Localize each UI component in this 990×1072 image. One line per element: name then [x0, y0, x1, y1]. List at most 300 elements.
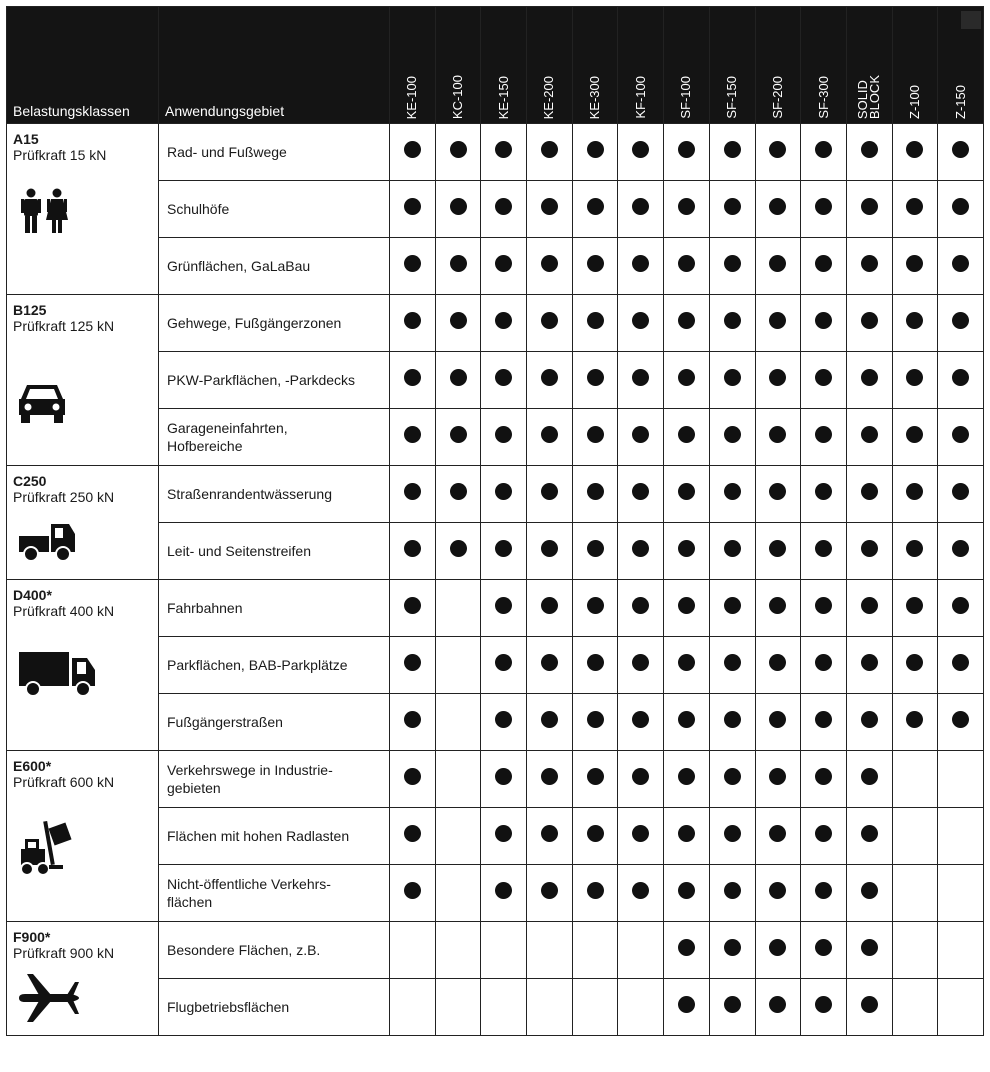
suitability-cell — [846, 466, 892, 523]
suitable-dot — [450, 255, 467, 272]
suitability-cell — [846, 295, 892, 352]
suitable-dot — [678, 483, 695, 500]
suitability-cell — [390, 409, 436, 466]
suitability-cell — [892, 181, 938, 238]
suitable-dot — [678, 711, 695, 728]
load-class-cell — [7, 580, 159, 751]
suitability-cell — [527, 352, 573, 409]
suitable-dot — [815, 255, 832, 272]
suitable-dot — [678, 768, 695, 785]
suitable-dot — [495, 825, 512, 842]
suitable-dot — [952, 198, 969, 215]
suitability-cell — [390, 808, 436, 865]
suitability-cell — [755, 979, 801, 1036]
suitability-cell — [572, 979, 618, 1036]
suitability-cell — [664, 637, 710, 694]
suitable-dot — [815, 825, 832, 842]
suitable-dot — [906, 369, 923, 386]
suitable-dot — [861, 255, 878, 272]
suitability-cell — [390, 238, 436, 295]
suitability-cell — [755, 124, 801, 181]
suitable-dot — [861, 882, 878, 899]
suitability-cell — [709, 352, 755, 409]
suitable-dot — [587, 540, 604, 557]
suitability-cell — [938, 409, 984, 466]
suitable-dot — [541, 540, 558, 557]
suitable-dot — [587, 882, 604, 899]
suitable-dot — [587, 711, 604, 728]
header-product-ke-200 — [527, 7, 573, 124]
suitability-cell — [390, 751, 436, 808]
product-label: SF-150 — [724, 76, 740, 119]
suitability-cell — [435, 808, 481, 865]
suitable-dot — [587, 312, 604, 329]
suitable-dot — [769, 882, 786, 899]
suitability-cell — [801, 922, 847, 979]
suitability-cell — [664, 409, 710, 466]
suitability-cell — [664, 808, 710, 865]
test-force: Prüfkraft 250 kN — [13, 489, 115, 505]
suitable-dot — [450, 369, 467, 386]
header-product-sf-150 — [709, 7, 755, 124]
product-label: Z-150 — [952, 85, 968, 119]
car-icon — [17, 381, 67, 430]
header-product-sf-100 — [664, 7, 710, 124]
suitable-dot — [495, 198, 512, 215]
suitability-cell — [618, 238, 664, 295]
application-area: Fahrbahnen — [159, 580, 390, 637]
suitable-dot — [678, 426, 695, 443]
load-class-name: E600* — [13, 758, 52, 774]
suitability-cell — [709, 523, 755, 580]
suitable-dot — [724, 369, 741, 386]
product-label: KE-300 — [587, 75, 603, 119]
suitable-dot — [495, 255, 512, 272]
suitability-cell — [481, 352, 527, 409]
suitable-dot — [724, 312, 741, 329]
suitability-cell — [801, 523, 847, 580]
suitable-dot — [769, 540, 786, 557]
suitable-dot — [404, 312, 421, 329]
suitability-cell — [435, 352, 481, 409]
suitability-cell — [755, 295, 801, 352]
suitable-dot — [906, 255, 923, 272]
suitable-dot — [769, 141, 786, 158]
suitability-cell — [435, 865, 481, 922]
load-class-cell — [7, 922, 159, 1036]
suitable-dot — [906, 198, 923, 215]
suitable-dot — [861, 483, 878, 500]
suitable-dot — [678, 939, 695, 956]
suitable-dot — [450, 540, 467, 557]
suitability-cell — [527, 409, 573, 466]
suitability-cell — [664, 295, 710, 352]
suitable-dot — [541, 312, 558, 329]
suitability-cell — [618, 808, 664, 865]
suitable-dot — [769, 768, 786, 785]
suitable-dot — [587, 597, 604, 614]
product-label: SF-300 — [815, 76, 831, 119]
suitable-dot — [495, 882, 512, 899]
suitability-cell — [618, 181, 664, 238]
suitability-cell — [709, 580, 755, 637]
load-class-name: F900* — [13, 929, 51, 945]
suitability-cell — [938, 637, 984, 694]
suitability-cell — [481, 694, 527, 751]
load-class-name: B125 — [13, 302, 47, 318]
suitability-cell — [572, 922, 618, 979]
suitable-dot — [678, 141, 695, 158]
suitable-dot — [769, 198, 786, 215]
test-force: Prüfkraft 400 kN — [13, 603, 115, 619]
suitable-dot — [632, 654, 649, 671]
suitable-dot — [906, 654, 923, 671]
suitable-dot — [724, 255, 741, 272]
suitability-cell — [801, 181, 847, 238]
load-class-cell — [7, 295, 159, 466]
suitability-cell — [527, 979, 573, 1036]
suitability-cell — [481, 808, 527, 865]
suitable-dot — [815, 369, 832, 386]
suitability-cell — [664, 979, 710, 1036]
suitable-dot — [952, 483, 969, 500]
load-class-name: C250 — [13, 473, 47, 489]
table-row — [7, 295, 984, 352]
suitability-cell — [846, 808, 892, 865]
suitable-dot — [861, 426, 878, 443]
suitability-cell — [618, 580, 664, 637]
suitability-cell — [481, 922, 527, 979]
suitability-cell — [481, 523, 527, 580]
suitability-cell — [481, 181, 527, 238]
suitability-cell — [664, 352, 710, 409]
suitability-cell — [618, 124, 664, 181]
suitable-dot — [952, 540, 969, 557]
suitable-dot — [632, 597, 649, 614]
suitable-dot — [587, 369, 604, 386]
suitability-cell — [938, 865, 984, 922]
suitable-dot — [678, 312, 695, 329]
suitable-dot — [632, 768, 649, 785]
suitability-cell — [938, 922, 984, 979]
application-area: Parkflächen, BAB-Parkplätze — [159, 637, 390, 694]
suitable-dot — [769, 255, 786, 272]
suitable-dot — [906, 141, 923, 158]
suitable-dot — [769, 939, 786, 956]
suitability-cell — [709, 979, 755, 1036]
application-area: Besondere Flächen, z.B. — [159, 922, 390, 979]
truck-icon — [17, 650, 97, 703]
suitability-cell — [572, 751, 618, 808]
suitable-dot — [541, 483, 558, 500]
header-load-classes: Belastungsklassen — [7, 7, 159, 124]
suitability-cell — [709, 409, 755, 466]
suitability-cell — [435, 637, 481, 694]
suitability-cell — [892, 238, 938, 295]
suitable-dot — [724, 540, 741, 557]
suitability-cell — [938, 694, 984, 751]
suitability-cell — [846, 352, 892, 409]
suitable-dot — [678, 882, 695, 899]
suitability-cell — [572, 694, 618, 751]
suitability-cell — [755, 922, 801, 979]
suitability-cell — [390, 694, 436, 751]
suitability-cell — [572, 466, 618, 523]
suitability-cell — [892, 922, 938, 979]
suitable-dot — [404, 711, 421, 728]
suitability-cell — [527, 295, 573, 352]
product-label: KE-100 — [404, 75, 420, 119]
header-product-ke-150 — [481, 7, 527, 124]
application-area: Verkehrswege in Industrie- gebieten — [159, 751, 390, 808]
suitable-dot — [587, 483, 604, 500]
suitable-dot — [541, 825, 558, 842]
suitability-cell — [801, 580, 847, 637]
suitable-dot — [724, 141, 741, 158]
suitable-dot — [724, 939, 741, 956]
suitability-cell — [846, 694, 892, 751]
suitable-dot — [404, 597, 421, 614]
suitability-cell — [664, 181, 710, 238]
header-product-z-150 — [938, 7, 984, 124]
suitability-cell — [892, 295, 938, 352]
suitable-dot — [769, 654, 786, 671]
suitable-dot — [952, 711, 969, 728]
suitable-dot — [450, 312, 467, 329]
suitability-cell — [892, 979, 938, 1036]
suitable-dot — [404, 483, 421, 500]
load-class-name: A15 — [13, 131, 39, 147]
suitable-dot — [861, 768, 878, 785]
suitable-dot — [450, 483, 467, 500]
suitable-dot — [678, 540, 695, 557]
suitable-dot — [861, 711, 878, 728]
suitable-dot — [495, 141, 512, 158]
suitability-cell — [709, 922, 755, 979]
suitability-cell — [527, 181, 573, 238]
suitability-cell — [435, 523, 481, 580]
suitability-cell — [527, 808, 573, 865]
suitable-dot — [404, 198, 421, 215]
suitability-cell — [846, 523, 892, 580]
suitability-cell — [481, 238, 527, 295]
application-area: Flächen mit hohen Radlasten — [159, 808, 390, 865]
suitability-cell — [846, 751, 892, 808]
suitability-cell — [527, 694, 573, 751]
suitability-cell — [618, 922, 664, 979]
suitable-dot — [404, 654, 421, 671]
suitability-cell — [390, 865, 436, 922]
suitability-cell — [572, 181, 618, 238]
load-class-cell — [7, 751, 159, 922]
suitability-cell — [572, 580, 618, 637]
application-area: Nicht-öffentliche Verkehrs- flächen — [159, 865, 390, 922]
suitability-cell — [892, 808, 938, 865]
suitable-dot — [404, 255, 421, 272]
suitability-cell — [938, 124, 984, 181]
suitable-dot — [861, 939, 878, 956]
suitability-cell — [390, 466, 436, 523]
suitability-cell — [801, 124, 847, 181]
suitability-cell — [755, 238, 801, 295]
header-product-kc-100 — [435, 7, 481, 124]
suitable-dot — [495, 768, 512, 785]
table-row — [7, 580, 984, 637]
header-product-sf-200 — [755, 7, 801, 124]
product-label: SF-200 — [769, 76, 785, 119]
suitable-dot — [815, 996, 832, 1013]
suitability-cell — [390, 295, 436, 352]
suitability-cell — [755, 181, 801, 238]
product-label: KE-200 — [541, 75, 557, 119]
suitability-cell — [664, 124, 710, 181]
suitable-dot — [769, 369, 786, 386]
suitability-cell — [892, 124, 938, 181]
suitable-dot — [724, 654, 741, 671]
suitability-cell — [938, 295, 984, 352]
load-class-table — [6, 6, 984, 1036]
suitable-dot — [724, 825, 741, 842]
suitability-cell — [481, 580, 527, 637]
suitability-cell — [892, 580, 938, 637]
suitable-dot — [495, 654, 512, 671]
suitable-dot — [815, 426, 832, 443]
suitable-dot — [952, 369, 969, 386]
suitable-dot — [678, 255, 695, 272]
suitability-cell — [709, 694, 755, 751]
suitable-dot — [632, 141, 649, 158]
suitable-dot — [587, 141, 604, 158]
suitability-cell — [755, 466, 801, 523]
suitability-cell — [938, 181, 984, 238]
suitable-dot — [495, 426, 512, 443]
suitable-dot — [815, 711, 832, 728]
suitability-cell — [801, 865, 847, 922]
suitability-cell — [618, 352, 664, 409]
application-area: Leit- und Seitenstreifen — [159, 523, 390, 580]
header-product-sf-300 — [801, 7, 847, 124]
suitability-cell — [527, 865, 573, 922]
suitability-cell — [892, 466, 938, 523]
header-corner-block — [961, 11, 981, 29]
suitable-dot — [861, 141, 878, 158]
table-row — [7, 124, 984, 181]
suitable-dot — [769, 597, 786, 614]
suitable-dot — [404, 768, 421, 785]
suitability-cell — [481, 979, 527, 1036]
suitability-cell — [709, 637, 755, 694]
suitable-dot — [678, 996, 695, 1013]
suitable-dot — [861, 198, 878, 215]
suitable-dot — [952, 426, 969, 443]
suitable-dot — [587, 426, 604, 443]
suitability-cell — [846, 922, 892, 979]
suitability-cell — [572, 124, 618, 181]
suitable-dot — [450, 426, 467, 443]
suitability-cell — [390, 637, 436, 694]
suitability-cell — [390, 922, 436, 979]
suitable-dot — [587, 768, 604, 785]
suitability-cell — [618, 637, 664, 694]
suitable-dot — [632, 483, 649, 500]
header-product-ke-300 — [572, 7, 618, 124]
suitability-cell — [527, 466, 573, 523]
suitability-cell — [435, 751, 481, 808]
suitable-dot — [724, 483, 741, 500]
suitability-cell — [664, 865, 710, 922]
application-area: PKW-Parkflächen, -Parkdecks — [159, 352, 390, 409]
suitability-cell — [572, 637, 618, 694]
suitability-cell — [709, 751, 755, 808]
suitability-cell — [892, 865, 938, 922]
product-label: SF-100 — [678, 76, 694, 119]
suitability-cell — [801, 694, 847, 751]
suitable-dot — [632, 825, 649, 842]
suitability-cell — [892, 637, 938, 694]
header-application-area: Anwendungsgebiet — [159, 7, 390, 124]
suitable-dot — [815, 312, 832, 329]
suitability-cell — [527, 124, 573, 181]
suitability-cell — [618, 466, 664, 523]
suitable-dot — [632, 369, 649, 386]
suitability-cell — [846, 580, 892, 637]
suitability-cell — [755, 808, 801, 865]
suitability-cell — [481, 751, 527, 808]
product-label: KE-150 — [495, 75, 511, 119]
suitable-dot — [450, 141, 467, 158]
suitability-cell — [618, 865, 664, 922]
test-force: Prüfkraft 600 kN — [13, 774, 115, 790]
suitability-cell — [755, 580, 801, 637]
suitability-cell — [572, 295, 618, 352]
suitability-cell — [709, 238, 755, 295]
header-product-solid-block — [846, 7, 892, 124]
suitability-cell — [709, 124, 755, 181]
suitability-cell — [390, 979, 436, 1036]
suitability-cell — [527, 580, 573, 637]
suitability-cell — [527, 922, 573, 979]
suitable-dot — [952, 312, 969, 329]
suitability-cell — [435, 181, 481, 238]
suitable-dot — [724, 768, 741, 785]
suitability-cell — [435, 124, 481, 181]
suitable-dot — [632, 711, 649, 728]
suitable-dot — [632, 255, 649, 272]
suitability-cell — [435, 979, 481, 1036]
suitable-dot — [495, 540, 512, 557]
application-area: Straßenrandentwässerung — [159, 466, 390, 523]
suitability-cell — [938, 352, 984, 409]
suitable-dot — [495, 597, 512, 614]
suitability-cell — [846, 181, 892, 238]
suitability-cell — [572, 238, 618, 295]
application-area: Fußgängerstraßen — [159, 694, 390, 751]
suitability-cell — [938, 523, 984, 580]
suitability-cell — [709, 466, 755, 523]
suitable-dot — [861, 369, 878, 386]
suitability-cell — [618, 979, 664, 1036]
suitability-cell — [390, 352, 436, 409]
suitable-dot — [861, 654, 878, 671]
suitable-dot — [861, 540, 878, 557]
suitability-cell — [892, 523, 938, 580]
suitable-dot — [678, 825, 695, 842]
suitability-cell — [527, 637, 573, 694]
suitability-cell — [801, 352, 847, 409]
suitable-dot — [404, 540, 421, 557]
load-class-cell — [7, 124, 159, 295]
suitable-dot — [952, 597, 969, 614]
